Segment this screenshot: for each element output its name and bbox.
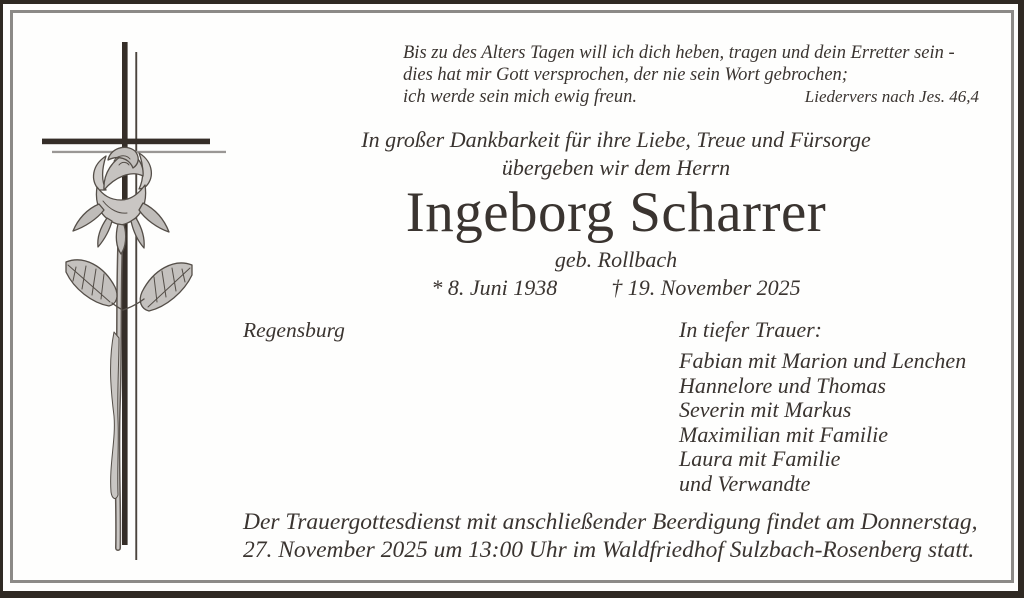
cross-and-rose-illustration [0, 0, 240, 598]
mourner-line: Severin mit Markus [679, 397, 852, 423]
mourners-block [679, 317, 966, 497]
mourners-heading: In tiefer Trauer: [679, 317, 822, 342]
dedication-line: In großer Dankbarkeit für ihre Liebe, Treue und Fürsorge [361, 127, 871, 152]
death-date: † 19. November 2025 [611, 275, 801, 300]
mourner-line: Maximilian mit Familie [679, 421, 888, 447]
maiden-name: geb. Rollbach [554, 247, 678, 272]
birth-date: * 8. Juni 1938 [431, 275, 558, 300]
rose-icon [66, 147, 192, 548]
verse-attribution: Liedervers nach Jes. 46,4 [804, 87, 979, 106]
city-label: Regensburg [243, 318, 345, 342]
deceased-name: Ingeborg Scharrer [405, 181, 827, 244]
service-info-block [243, 509, 1003, 564]
mourner-line: Hannelore und Thomas [679, 372, 886, 398]
service-info-line: 27. November 2025 um 13:00 Uhr im Waldfriedhof Sulzbach-Rosenberg statt. [243, 536, 975, 563]
mourner-line: Laura mit Familie [679, 446, 841, 472]
verse-line: ich werde sein mich ewig freun. [403, 87, 637, 107]
memorial-cross-icon [42, 42, 226, 560]
dedication-line: übergeben wir dem Herrn [501, 154, 731, 180]
mourner-line: und Verwandte [679, 470, 811, 496]
service-info-line: Der Trauergottesdienst mit anschließender Beerdigung findet am Donnerstag, [243, 509, 978, 535]
verse-line: dies hat mir Gott versprochen, der nie sein Wort gebrochen; [403, 65, 848, 85]
dedication-block [240, 126, 992, 181]
verse-line: Bis zu des Alters Tagen will ich dich heben, tragen und dein Erretter sein - [403, 43, 955, 63]
life-dates [240, 275, 992, 301]
verse-block [403, 42, 979, 108]
mourner-line: Fabian mit Marion und Lenchen [679, 348, 967, 373]
